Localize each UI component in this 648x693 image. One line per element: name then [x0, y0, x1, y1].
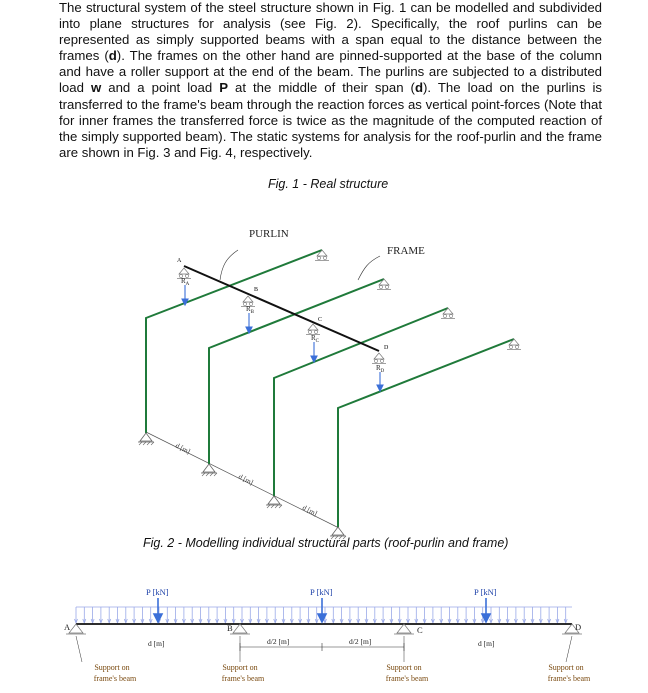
node-label-b: B [254, 287, 259, 293]
fig2-caption: Fig. 2 - Modelling individual structural parts (roof-purlin and frame) [143, 536, 509, 550]
frame-1 [146, 250, 322, 433]
para-text: ). The load on the purlins is transferred to the frame's beam through the reaction forces as vertical point-forces (Note that for inner frames the transferred force is twice as the magnitude of the computed reaction of the simply supported beam). The static systems for analysis for the roof-purlin and the frame are shown in Fig. 3 and Fig. 4, respectively. [59, 80, 602, 160]
support-label: frame's beam [385, 674, 429, 683]
para-text: and a point load [101, 80, 220, 96]
frame-2 [209, 279, 384, 464]
para-text: ). The frames on the other hand are pinned-supported at the base of the column and have a roller support at the end of the beam. The purlins are subjected to a distributed load [59, 48, 603, 96]
frame-3 [274, 308, 448, 496]
para-bold: P [219, 80, 228, 96]
support-label: frame's beam [93, 674, 137, 683]
support-label: Support on [548, 663, 584, 672]
node-label-c: C [417, 625, 423, 635]
dimension-label: d/2 [m] [267, 637, 290, 646]
frame-leader [358, 256, 380, 280]
purlin-support-d [372, 353, 386, 364]
point-load-label: P [kN] [310, 587, 333, 597]
para-bold: d [108, 48, 117, 64]
support-label: Support on [94, 663, 130, 672]
para-bold: w [90, 80, 102, 96]
node-label-a: A [64, 622, 71, 632]
node-label-d: D [575, 622, 582, 632]
fig1-caption: Fig. 1 - Real structure [268, 177, 389, 191]
frame-label: FRAME [387, 245, 425, 257]
node-label-d: D [384, 345, 389, 351]
dimension-label: d/2 [m] [349, 637, 372, 646]
dimension-label: d [m] [237, 472, 255, 487]
dimension-label: d [m] [174, 441, 192, 456]
purlin-support-c [306, 324, 320, 335]
para-bold: d [414, 80, 424, 96]
para-text: at the middle of their span ( [227, 80, 415, 96]
frame-4 [338, 339, 514, 527]
point-load-label: P [kN] [474, 587, 497, 597]
support-label: frame's beam [547, 674, 591, 683]
reaction-label-c: $R_C$ [311, 334, 320, 344]
reaction-label-d: $R_D$ [376, 364, 385, 374]
node-label-a: A [177, 258, 182, 264]
reaction-label-a: $R_A$ [181, 277, 190, 287]
dimension-label: d [m] [301, 503, 319, 518]
reaction-label-b: $R_B$ [246, 305, 255, 315]
dimension-label: d [m] [478, 639, 495, 648]
point-load-label: P [kN] [146, 587, 169, 597]
purlin-label: PURLIN [249, 228, 289, 240]
purlin-beam [184, 266, 379, 351]
purlin-leader [220, 250, 238, 280]
dimension-label: d [m] [148, 639, 165, 648]
support-label: Support on [222, 663, 258, 672]
support-label: frame's beam [221, 674, 265, 683]
node-label-c: C [318, 317, 323, 323]
node-label-b: B [227, 623, 233, 633]
support-label: Support on [386, 663, 422, 672]
para-text: The structural system of the steel structure shown in Fig. 1 can be modelled and subdivided into plane structures for analysis (see Fig. 2). Specifically, the roof purlins can be represented as simply supported beams with a span equal to the distance between the frames ( [59, 0, 602, 64]
frame-pin-support [266, 496, 282, 508]
